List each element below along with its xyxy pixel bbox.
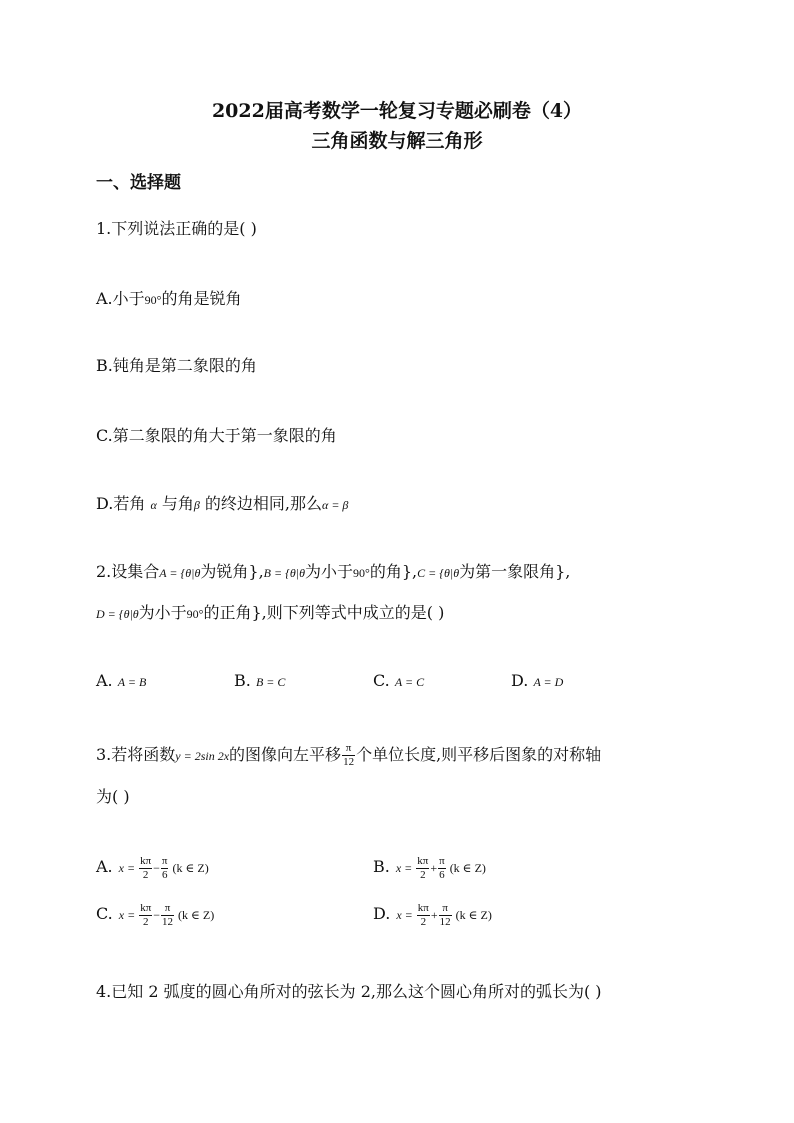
q1-option-d-mid2: 的终边相同,那么 [199, 494, 323, 513]
q3-b-tail: (k ∈ Z) [449, 860, 486, 875]
q2-option-c-label: C. [373, 671, 390, 690]
q3-a-pre: x = [118, 860, 136, 875]
q3-c-den: 12 [162, 916, 174, 929]
q3-d-op: + [430, 907, 438, 922]
q3-c-tail: (k ∈ Z) [178, 907, 215, 922]
q2-option-a [96, 670, 146, 693]
q3-option-a-formula [119, 853, 209, 883]
q2-deg2: 90° [186, 607, 204, 621]
q3-shift-den: 12 [343, 756, 355, 768]
q2-text-2: 为锐角}, [200, 562, 264, 581]
q2-text-1: 2.设集合 [96, 562, 160, 581]
q3-option-a-label: A. [96, 857, 113, 876]
q1-option-a [96, 288, 241, 311]
q1-option-d [96, 493, 348, 516]
q3-c-two: 2 [142, 916, 149, 929]
q3-text-2: 的图像向左平移 [229, 745, 342, 764]
q2-text-7: 的正角},则下列等式中成立的是( ) [203, 603, 445, 622]
q2-text-4: 的角}, [369, 562, 418, 581]
q2-option-a-label: A. [96, 671, 113, 690]
q2-option-b [234, 670, 285, 693]
q3-b-kp: kπ [417, 855, 429, 868]
q2-set-b: B = {θ|θ [263, 566, 305, 580]
q3-stem-line2: 为( ) [96, 787, 130, 806]
q3-stem-line1 [96, 740, 601, 771]
q1-option-a-prefix: A.小于 [96, 289, 145, 308]
q3-option-b-label: B. [373, 857, 390, 876]
q3-b-den: 6 [439, 869, 445, 882]
q3-option-d [373, 899, 492, 930]
q3-a-op: − [153, 860, 160, 875]
q3-b-frac2 [438, 855, 446, 882]
q3-d-pi: π [439, 902, 452, 916]
q1-option-b: B.钝角是第二象限的角 [96, 356, 257, 375]
q2-set-c: C = {θ|θ [417, 566, 460, 580]
section-heading: 一、选择题 [96, 173, 181, 193]
q3-shift-fraction [342, 742, 355, 769]
q3-d-kp: kπ [417, 902, 429, 915]
q3-option-c-formula [119, 900, 215, 930]
q2-option-d [511, 670, 563, 693]
q3-d-den: 12 [439, 916, 451, 929]
q1-option-d-beta: β [193, 498, 200, 512]
q2-set-d: D = {θ|θ [96, 607, 139, 621]
q3-a-den: 6 [161, 869, 168, 882]
q2-option-b-label: B. [234, 671, 251, 690]
q3-option-b [373, 852, 486, 883]
q3-a-kp: kπ [140, 855, 152, 868]
q1-option-d-alpha: α [150, 498, 157, 512]
q2-option-d-label: D. [511, 671, 529, 690]
q2-set-a: A = {θ|θ [159, 566, 201, 580]
q3-c-op: − [153, 907, 161, 922]
q3-d-tail: (k ∈ Z) [455, 907, 492, 922]
q3-option-a [96, 852, 209, 883]
q3-option-c [96, 899, 214, 930]
q3-d-frac1 [417, 902, 430, 929]
q3-shift-num: π [342, 742, 355, 756]
q1-option-d-prefix: D.若角 [96, 494, 151, 513]
q3-option-d-label: D. [373, 904, 391, 923]
q3-c-pre: x = [118, 907, 136, 922]
q3-text-1: 3.若将函数 [96, 745, 176, 764]
q2-text-6: 为小于 [138, 603, 187, 622]
q1-option-a-suffix: 的角是锐角 [161, 289, 242, 308]
q2-option-c [373, 670, 424, 693]
q3-option-c-label: C. [96, 904, 113, 923]
q4-stem: 4.已知 2 弧度的圆心角所对的弦长为 2,那么这个圆心角所对的弧长为( ) [96, 982, 602, 1001]
q2-deg: 90° [353, 566, 370, 580]
q2-text-5: 为第一象限角}, [459, 562, 571, 581]
q3-a-two: 2 [142, 869, 149, 882]
q1-option-c: C.第二象限的角大于第一象限的角 [96, 426, 337, 445]
q3-d-frac2 [439, 902, 452, 929]
q3-b-pre: x = [395, 860, 413, 875]
q3-c-pi: π [161, 902, 174, 916]
q3-b-pi: π [439, 855, 445, 868]
q1-stem: 1.下列说法正确的是( ) [96, 219, 257, 238]
q3-a-frac2 [161, 855, 169, 882]
q3-a-tail: (k ∈ Z) [172, 860, 209, 875]
q3-d-pre: x = [396, 907, 413, 922]
paper-subtitle: 三角函数与解三角形 [311, 130, 483, 152]
q2-stem-line1 [96, 561, 570, 584]
q2-text-3: 为小于 [305, 562, 354, 581]
q3-a-pi: π [161, 855, 168, 868]
q1-option-a-math: 90° [144, 293, 162, 307]
q2-option-d-math: A = D [533, 675, 564, 689]
q3-option-b-formula [396, 853, 486, 883]
q2-option-c-math: A = C [394, 675, 425, 689]
q3-b-op: + [430, 860, 438, 875]
q1-option-d-eq: α = β [322, 498, 349, 512]
q2-option-a-math: A = B [117, 675, 147, 689]
q3-b-frac1 [416, 855, 429, 882]
q3-a-frac1 [139, 855, 152, 882]
q3-b-two: 2 [420, 869, 426, 882]
q3-text-3: 个单位长度,则平移后图象的对称轴 [356, 745, 602, 764]
paper-title: 2022届高考数学一轮复习专题必刷卷（4） [211, 100, 583, 122]
q3-d-two: 2 [420, 916, 427, 929]
q3-function: y = 2sin 2x [175, 749, 230, 763]
q1-option-d-mid: 与角 [156, 494, 194, 513]
q2-option-b-math: B = C [255, 675, 286, 689]
q2-stem-line2 [96, 602, 444, 625]
q3-c-frac1 [139, 902, 152, 929]
q3-c-kp: kπ [140, 902, 152, 915]
q3-option-d-formula [396, 900, 492, 930]
q3-c-frac2 [161, 902, 174, 929]
